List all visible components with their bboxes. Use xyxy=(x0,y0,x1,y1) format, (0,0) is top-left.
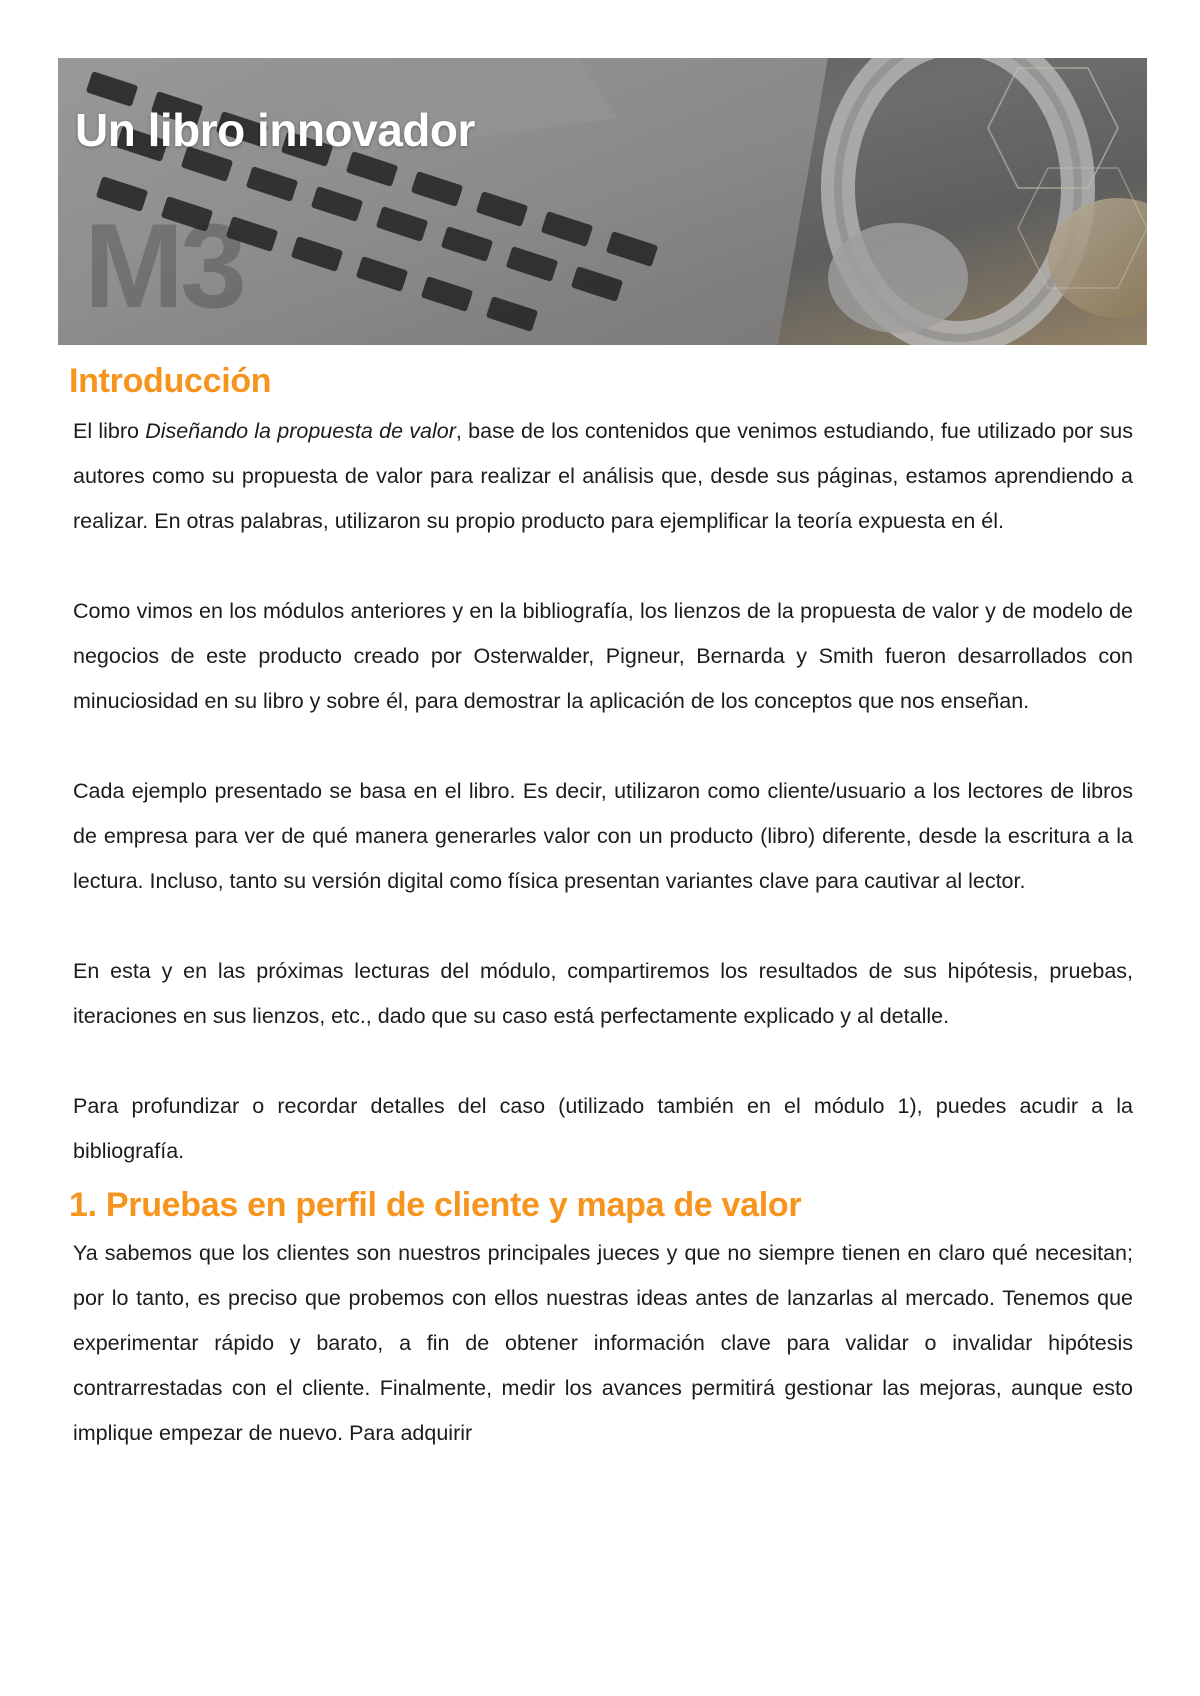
book-title: Diseñando la propuesta de valor xyxy=(145,419,456,444)
section-1-paragraph-1: Ya sabemos que los clientes son nuestros principales jueces y que no siempre tienen en claro qué necesitan; por lo tanto, es preciso que probemos con ellos nuestras ideas antes de lanzarlas al mercado. Tenemos que experimentar rápido y barato, a fin de obtener información clave para validar o invalidar hipótesis contrarrestadas con el cliente. Finalmente, medir los avances permitirá gestionar las mejoras, aunque esto implique empezar de nuevo. Para adquirir xyxy=(73,1241,1133,1446)
intro-heading: Introducción xyxy=(69,362,272,400)
document-body xyxy=(69,362,1133,1456)
section-1-heading: 1. Pruebas en perfil de cliente y mapa de valor xyxy=(69,1186,802,1225)
intro-paragraph-4: En esta y en las próximas lecturas del módulo, compartiremos los resultados de sus hipótesis, pruebas, iteraciones en sus lienzos, etc., dado que su caso está perfectamente explicado y al detalle. xyxy=(73,959,1133,1029)
page-title: Un libro innovador xyxy=(75,104,475,156)
intro-paragraph-3: Cada ejemplo presentado se basa en el libro. Es decir, utilizaron como cliente/usuario a los lectores de libros de empresa para ver de qué manera generarles valor con un producto (libro) diferente, desde la escritura a la lectura. Incluso, tanto su versión digital como física presentan variantes clave para cautivar al lector. xyxy=(73,779,1133,894)
header-banner xyxy=(58,58,1147,345)
intro-p1-after: , base de los contenidos que venimos estudiando, fue utilizado por sus autores como su propuesta de valor para realizar el análisis que, desde sus páginas, estamos aprendiendo a realizar. En otras palabras, utilizaron su propio producto para ejemplificar la teoría expuesta en él. xyxy=(73,419,1133,534)
intro-paragraph-1 xyxy=(73,409,1133,544)
intro-paragraph-2: Como vimos en los módulos anteriores y en la bibliografía, los lienzos de la propuesta de valor y de modelo de negocios de este producto creado por Osterwalder, Pigneur, Bernarda y Smith fueron desarrollados con minuciosidad en su libro y sobre él, para demostrar la aplicación de los conceptos que nos enseñan. xyxy=(73,599,1133,714)
intro-paragraph-5: Para profundizar o recordar detalles del caso (utilizado también en el módulo 1), puedes acudir a la bibliografía. xyxy=(73,1094,1133,1164)
intro-p1-before: El libro xyxy=(73,419,146,444)
module-watermark: M3 xyxy=(84,199,243,333)
